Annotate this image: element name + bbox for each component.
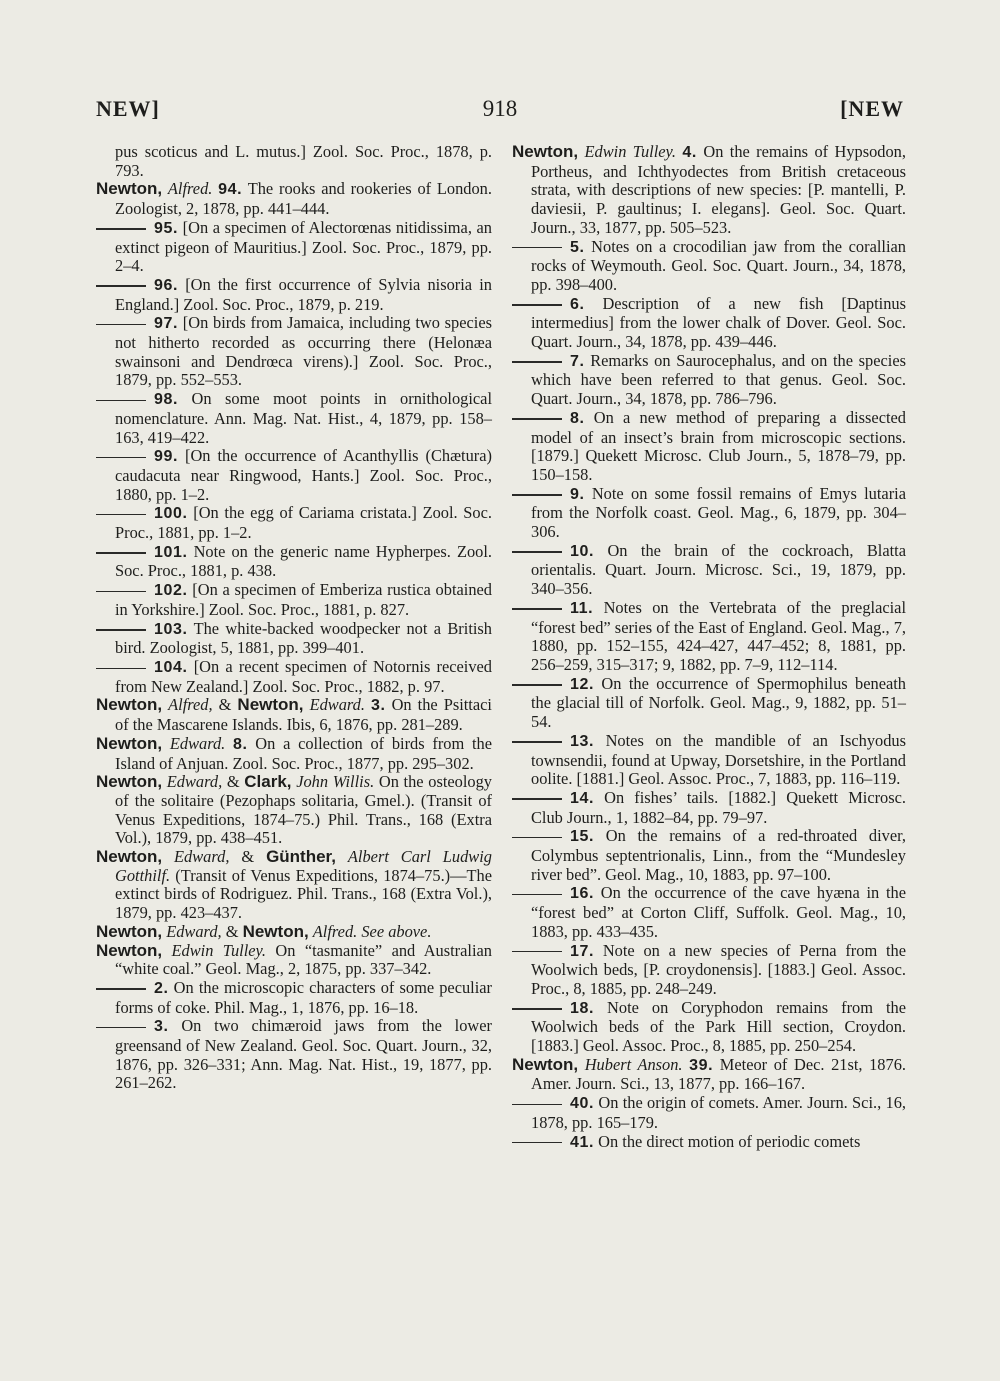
entry-text: On the occurrence of Spermophilus beneath the glacial till of Norfolk. Geol. Mag., 9, 1882, pp. 51–54. bbox=[531, 673, 906, 732]
right-column bbox=[512, 143, 906, 1152]
entry-number: 2. bbox=[154, 979, 169, 997]
bibliography-entry bbox=[512, 409, 906, 485]
ditto-dash bbox=[512, 951, 562, 952]
entry-text: Notes on the Vertebrata of the preglacial “forest bed” series of the East of England. Geol. Mag., 7, 1880, pp. 152–155, 424–427, 447–452; 8, 1881, pp. 256–259, 315–317; 9, 1882, pp. 7–9, 112–114. bbox=[531, 597, 906, 674]
bibliography-entry bbox=[512, 999, 906, 1056]
entry-number: 40. bbox=[570, 1095, 595, 1113]
author-name: Newton, bbox=[96, 921, 163, 941]
ditto-dash bbox=[96, 591, 146, 592]
bibliography-entry bbox=[96, 620, 492, 658]
entry-text: On “tasmanite” and Australian “white coal.” Geol. Mag., 2, 1875, pp. 337–342. bbox=[115, 940, 492, 979]
ditto-dash bbox=[96, 668, 146, 669]
coauthor-given-names: Alfred. See above. bbox=[312, 921, 432, 941]
author-name: Newton, bbox=[96, 772, 163, 792]
entry-number: 14. bbox=[570, 789, 595, 807]
author-given-names: Hubert Anson. bbox=[584, 1054, 683, 1074]
entry-text: On the brain of the cockroach, Blatta orientalis. Quart. Journ. Microsc. Sci., 19, 1879, pp. 340–356. bbox=[531, 540, 906, 599]
coauthor-name: Clark, bbox=[244, 772, 292, 792]
ditto-dash bbox=[96, 285, 146, 286]
entry-text: On a new method of preparing a dissected model of an insect’s brain from microscopic sections. [1879.] Quekett Microsc. Club Journ., 5, 1878–79, pp. 150–158. bbox=[531, 407, 906, 484]
bibliography-entry bbox=[512, 942, 906, 999]
entry-text: On fishes’ tails. [1882.] Quekett Microsc. Club Journ., 1, 1882–84, pp. 79–97. bbox=[531, 787, 906, 827]
author-given-names: Edward, bbox=[174, 847, 230, 867]
ditto-dash bbox=[512, 684, 562, 685]
author-name: Newton, bbox=[512, 142, 579, 161]
ditto-dash bbox=[96, 629, 146, 630]
author-given-names: Alfred. bbox=[167, 179, 213, 199]
entry-text: Meteor of Dec. 21st, 1876. Amer. Journ. Sci., 13, 1877, pp. 166–167. bbox=[531, 1054, 906, 1094]
ditto-dash bbox=[512, 1104, 562, 1105]
entry-number: 3. bbox=[371, 697, 386, 715]
entry-number: 9. bbox=[570, 485, 585, 503]
bibliography-entry bbox=[512, 238, 906, 295]
entry-text: [On a specimen of Alectorœnas nitidissima, an extinct pigeon of Mauritius.] Zool. Soc. Proc., 1879, pp. 2–4. bbox=[115, 217, 492, 276]
entry-number: 99. bbox=[154, 448, 179, 466]
ditto-dash bbox=[96, 988, 146, 989]
page-number: 918 bbox=[482, 96, 518, 121]
bibliography-entry bbox=[96, 658, 492, 696]
entry-text: On the origin of comets. Amer. Journ. Sci., 16, 1878, pp. 165–179. bbox=[531, 1093, 906, 1132]
bibliography-entry bbox=[512, 1094, 906, 1132]
bibliography-entry bbox=[512, 732, 906, 789]
ditto-dash bbox=[96, 457, 146, 458]
author-name: Newton, bbox=[96, 847, 163, 867]
ditto-dash bbox=[512, 494, 562, 495]
bibliography-entry bbox=[512, 1056, 906, 1094]
bibliography-entry bbox=[96, 1017, 492, 1093]
entry-number: 7. bbox=[570, 352, 585, 370]
bibliography-entry bbox=[96, 314, 492, 390]
entry-text: Note on some fossil remains of Emys lutaria from the Norfolk coast. Geol. Mag., 6, 1879, pp. 304–306. bbox=[531, 483, 906, 542]
author-given-names: Edward, bbox=[166, 772, 223, 792]
entry-text: [On the occurrence of Acanthyllis (Chætura) caudacuta near Ringwood, Hants.] Zool. Soc. Proc., 1880, pp. 1–2. bbox=[115, 446, 492, 504]
entry-number: 13. bbox=[570, 732, 595, 750]
ditto-dash bbox=[96, 514, 146, 515]
author-name: Newton, bbox=[96, 940, 163, 960]
entry-number: 12. bbox=[570, 675, 595, 693]
bibliography-entry bbox=[96, 219, 492, 276]
entry-text: On some moot points in ornithological nomenclature. Ann. Mag. Nat. Hist., 4, 1879, pp. 158–163, 419–422. bbox=[115, 389, 492, 447]
page-header bbox=[0, 96, 1000, 130]
author-name: Newton, bbox=[96, 179, 163, 199]
bibliography-entry bbox=[96, 276, 492, 314]
ditto-dash bbox=[96, 400, 146, 401]
ditto-dash bbox=[512, 247, 562, 248]
entry-number: 11. bbox=[570, 599, 594, 617]
entry-text: On a collection of birds from the Island of Anjuan. Zool. Soc. Proc., 1877, pp. 295–302. bbox=[115, 733, 492, 773]
entry-text: Note on a new species of Perna from the Woolwich beds, [P. croydonensis]. [1883.] Geol. Assoc. Proc., 8, 1885, pp. 248–249. bbox=[531, 940, 906, 998]
entry-text: [On a recent specimen of Notornis received from New Zealand.] Zool. Soc. Proc., 1882, p. 97. bbox=[115, 656, 492, 696]
entry-number: 98. bbox=[154, 391, 179, 409]
entry-number: 104. bbox=[154, 658, 188, 676]
coauthor-given-names: John Willis. bbox=[296, 772, 375, 792]
author-given-names: Edwin Tulley. bbox=[171, 940, 267, 960]
bibliography-entry bbox=[96, 390, 492, 447]
ditto-dash bbox=[512, 608, 562, 609]
author-given-names: Edwin Tulley. bbox=[584, 142, 677, 161]
bibliography-entry bbox=[96, 942, 492, 979]
left-column bbox=[96, 143, 492, 1093]
entry-number: 100. bbox=[154, 505, 188, 523]
bibliography-entry bbox=[512, 599, 906, 675]
bibliography-entry: Newton, Edward, & Günther, Albert Carl Ludwig Gotthilf. (Transit of Venus Expeditions, 1874–75.)—The extinct birds of Rodriguez. Phil. Trans., 168 (Extra Vol.), 1879, pp. 423–437. bbox=[96, 847, 492, 923]
entry-number: 5. bbox=[570, 238, 585, 256]
bibliography-entry bbox=[512, 884, 906, 941]
entry-number: 16. bbox=[570, 885, 595, 903]
coauthor-given-names: Edward. bbox=[309, 695, 365, 715]
bibliography-entry bbox=[96, 543, 492, 581]
entry-number: 97. bbox=[154, 315, 179, 333]
bibliography-entry: Newton, Edward, & Clark, John Willis. On the osteology of the solitaire (Pezophaps solitaria, Gmel.). (Transit of Venus Expeditions, 1874–75.) Phil. Trans., 168 (Extra Vol.), 1879, pp. 438–451. bbox=[96, 772, 492, 848]
header-left: NEW] bbox=[96, 96, 160, 121]
bibliography-entry bbox=[96, 180, 492, 218]
author-given-names: Alfred, bbox=[168, 695, 213, 715]
entry-text: Notes on a crocodilian jaw from the corallian rocks of Weymouth. Geol. Soc. Quart. Journ., 34, 1878, pp. 398–400. bbox=[531, 236, 906, 294]
entry-text: Description of a new fish [Daptinus intermedius] from the lower chalk of Dover. Geol. Soc. Quart. Journ., 34, 1878, pp. 439–446. bbox=[531, 293, 906, 352]
bibliography-entry bbox=[512, 827, 906, 884]
ditto-dash bbox=[512, 418, 562, 419]
entry-number: 10. bbox=[570, 542, 595, 560]
entry-text: On the osteology of the solitaire (Pezophaps solitaria, Gmel.). (Transit of Venus Expeditions, 1874–75.) Phil. Trans., 168 (Extra Vol.), 1879, pp. 438–451. bbox=[115, 772, 492, 848]
ditto-dash bbox=[512, 837, 562, 838]
bibliography-entry bbox=[96, 504, 492, 542]
bibliography-entry bbox=[512, 352, 906, 409]
bibliography-entry bbox=[512, 143, 906, 238]
entry-number: 4. bbox=[682, 144, 697, 161]
bibliography-entry bbox=[96, 979, 492, 1017]
entry-text: On two chimæroid jaws from the lower greensand of New Zealand. Geol. Soc. Quart. Journ., 32, 1876, pp. 326–331; Ann. Mag. Nat. Hist., 19, 1877, pp. 261–262. bbox=[115, 1016, 492, 1093]
coauthor-name: Newton, bbox=[237, 695, 304, 715]
entry-text: Notes on the mandible of an Ischyodus townsendii, found at Upway, Dorsetshire, in the Portland oolite. [1881.] Geol. Assoc. Proc., 7, 1883, pp. 116–119. bbox=[531, 730, 906, 789]
entry-number: 8. bbox=[570, 409, 585, 427]
coauthor-name: Newton, bbox=[242, 921, 309, 941]
bibliography-entry bbox=[96, 143, 492, 180]
entry-number: 41. bbox=[570, 1133, 595, 1151]
author-name: Newton, bbox=[96, 695, 163, 715]
entry-number: 39. bbox=[689, 1056, 714, 1074]
entry-text: On the microscopic characters of some peculiar forms of coke. Phil. Mag., 1, 1876, pp. 16–18. bbox=[115, 977, 492, 1017]
entry-text: The white-backed woodpecker not a British bird. Zoologist, 5, 1881, pp. 399–401. bbox=[115, 618, 492, 658]
ditto-dash bbox=[512, 551, 562, 552]
entry-text: Remarks on Saurocephalus, and on the species which have been referred to that genus. Geol. Soc. Quart. Journ., 34, 1878, pp. 786–796. bbox=[531, 350, 906, 409]
ditto-dash bbox=[96, 324, 146, 325]
entry-number: 8. bbox=[233, 735, 248, 753]
entry-number: 6. bbox=[570, 295, 585, 313]
entry-text: [On the first occurrence of Sylvia nisoria in England.] Zool. Soc. Proc., 1879, p. 219. bbox=[115, 274, 492, 314]
entry-text: pus scoticus and L. mutus.] Zool. Soc. Proc., 1878, p. 793. bbox=[115, 142, 492, 180]
entry-number: 15. bbox=[570, 828, 595, 846]
ditto-dash bbox=[96, 552, 146, 553]
bibliography-entry bbox=[96, 447, 492, 504]
entry-text: [On birds from Jamaica, including two species not hitherto recorded as occurring there (Helonæa swainsoni and Dendrœca virens).] Zool. Soc. Proc., 1879, pp. 552–553. bbox=[115, 313, 492, 390]
entry-number: 95. bbox=[154, 219, 179, 237]
bibliography-entry: Newton, Edward, & Newton, Alfred. See above. bbox=[96, 921, 432, 941]
entry-text: On the remains of a red-throated diver, Colymbus septentrionalis, Linn., from the “Mundesley river bed”. Geol. Mag., 10, 1883, pp. 97–100. bbox=[531, 826, 906, 884]
entry-text: On the direct motion of periodic comets bbox=[594, 1131, 861, 1151]
entry-number: 17. bbox=[570, 942, 595, 960]
entry-number: 96. bbox=[154, 276, 179, 294]
entry-number: 101. bbox=[154, 543, 188, 561]
bibliography-entry bbox=[512, 485, 906, 542]
ditto-dash bbox=[96, 228, 146, 229]
ditto-dash bbox=[96, 1027, 146, 1028]
entry-number: 94. bbox=[218, 181, 243, 199]
entry-text: On the remains of Hypsodon, Portheus, and Ichthyodectes from British cretaceous strata, with descriptions of new species: [P. mantelli, P. daviesii, P. gaultinus; I. elegans]. Geol. Soc. Quart. Journ., 33, 1877, pp. 505–523. bbox=[531, 142, 906, 237]
bibliography-entry bbox=[96, 581, 492, 619]
bibliography-entry bbox=[96, 735, 492, 773]
bibliography-entry: Newton, Alfred, & Newton, Edward. 3. On the Psittaci of the Mascarene Islands. Ibis, 6, 1876, pp. 281–289. bbox=[96, 695, 492, 735]
ditto-dash bbox=[512, 798, 562, 799]
ditto-dash bbox=[512, 1142, 562, 1143]
entry-text: On the occurrence of the cave hyæna in the “forest bed” at Corton Cliff, Suffolk. Geol. Mag., 10, 1883, pp. 433–435. bbox=[531, 883, 906, 941]
entry-number: 102. bbox=[154, 582, 188, 600]
entry-text: Note on Coryphodon remains from the Woolwich beds of the Park Hill section, Croydon. [1883.] Geol. Assoc. Proc., 8, 1885, pp. 250–254. bbox=[531, 997, 906, 1056]
entry-number: 3. bbox=[154, 1018, 169, 1036]
author-given-names: Edward, bbox=[166, 921, 222, 941]
coauthor-given-names: Albert Carl Ludwig Gotthilf. bbox=[115, 847, 492, 885]
bibliography-entry bbox=[512, 675, 906, 732]
ditto-dash bbox=[512, 361, 562, 362]
bibliography-entry bbox=[512, 295, 906, 352]
entry-text: [On the egg of Cariama cristata.] Zool. Soc. Proc., 1881, pp. 1–2. bbox=[115, 503, 492, 543]
entry-text: [On a specimen of Emberiza rustica obtained in Yorkshire.] Zool. Soc. Proc., 1881, p. 827. bbox=[115, 580, 492, 619]
author-name: Newton, bbox=[96, 733, 163, 753]
coauthor-name: Günther, bbox=[266, 847, 336, 867]
entry-text: Note on the generic name Hypherpes. Zool. Soc. Proc., 1881, p. 438. bbox=[115, 541, 492, 581]
ditto-dash bbox=[512, 741, 562, 742]
entry-number: 18. bbox=[570, 999, 595, 1017]
author-given-names: Edward. bbox=[169, 733, 226, 753]
bibliography-entry bbox=[512, 542, 906, 599]
entry-text: (Transit of Venus Expeditions, 1874–75.)—The extinct birds of Rodriguez. Phil. Trans., 168 (Extra Vol.), 1879, pp. 423–437. bbox=[115, 865, 492, 923]
ditto-dash bbox=[512, 1008, 562, 1009]
bibliography-entry bbox=[512, 1133, 906, 1153]
author-name: Newton, bbox=[512, 1054, 579, 1074]
bibliography-entry bbox=[512, 789, 906, 827]
entry-number: 103. bbox=[154, 620, 188, 638]
entry-text: On the Psittaci of the Mascarene Islands. Ibis, 6, 1876, pp. 281–289. bbox=[115, 695, 492, 735]
header-right: [NEW bbox=[840, 96, 904, 121]
ditto-dash bbox=[512, 894, 562, 895]
entry-text: The rooks and rookeries of London. Zoologist, 2, 1878, pp. 441–444. bbox=[115, 179, 492, 219]
ditto-dash bbox=[512, 304, 562, 305]
